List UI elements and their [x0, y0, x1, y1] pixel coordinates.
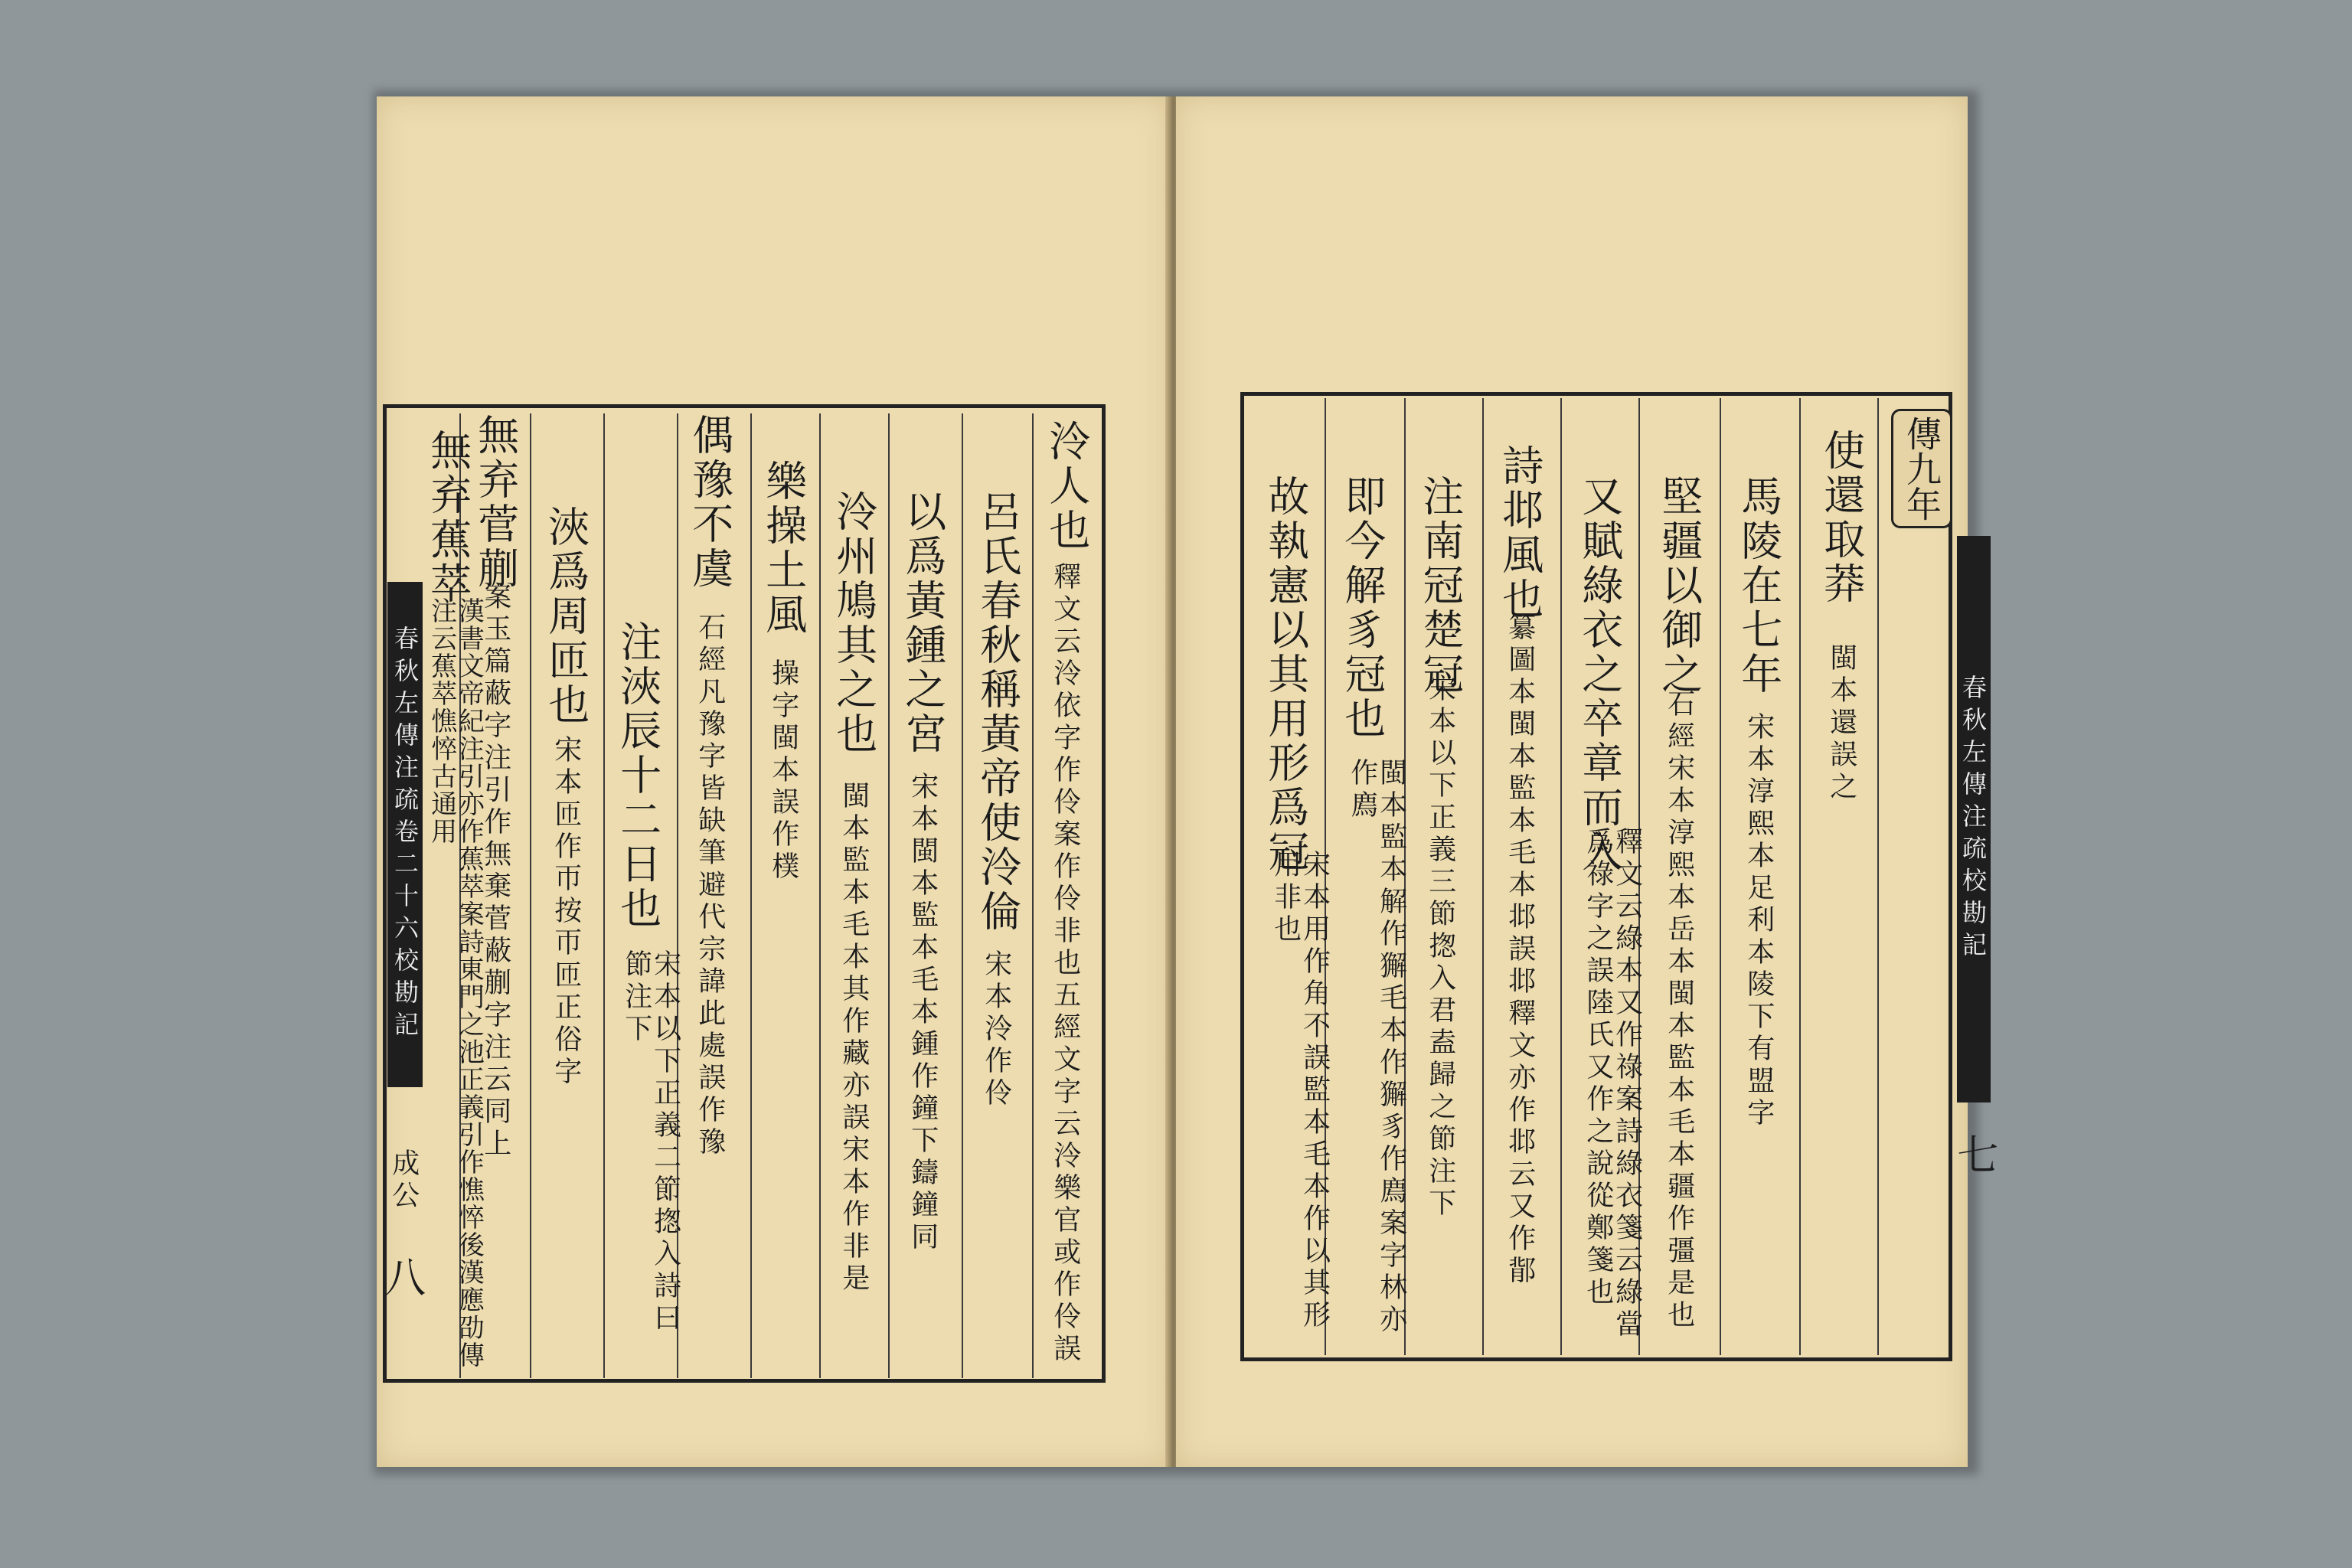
right-col4-main: 又賦綠衣之卒章而入 — [1575, 475, 1624, 874]
right-col4-note: 釋文云綠本又作祿案詩綠衣箋云綠當爲祿字之誤陸氏又作之說從鄭箋也 — [1582, 827, 1643, 1341]
left-margin-title: 春秋左傳注疏卷二十六校勘記 — [387, 582, 423, 1087]
left-rule-3 — [603, 413, 605, 1378]
right-col7-main: 即今解豸冠也 — [1338, 475, 1387, 741]
left-col8-note: 宋本匝作帀按帀匝正俗字 — [550, 735, 582, 1089]
left-col6-main: 偶豫不虞 — [685, 413, 734, 591]
right-col6-main: 注南冠楚冠 — [1416, 475, 1465, 697]
right-col3-note: 石經宋本淳熙本岳本閩本監本毛本疆作彊是也 — [1663, 689, 1695, 1332]
left-margin-section: 成公 — [387, 1148, 420, 1213]
right-col2-main: 馬陵在七年 — [1734, 475, 1783, 697]
left-col5-main: 樂操土風 — [759, 459, 808, 637]
right-col1-main: 使還取莽 — [1817, 429, 1866, 606]
left-rule-7 — [888, 413, 890, 1378]
right-rule-7 — [1799, 398, 1801, 1355]
left-col3-main: 以爲黃鍾之宮 — [898, 490, 947, 756]
left-col7-note: 宋本以下正義二節揔入詩曰節注下 — [620, 949, 681, 1335]
right-col6-note: 宋本以下正義三節揔入君盍歸之節注下 — [1424, 674, 1456, 1220]
right-rule-4 — [1560, 398, 1562, 1355]
left-col4-note: 閩本監本毛本其作藏亦誤宋本作非是 — [838, 781, 870, 1295]
left-col8-main: 浹爲周匝也 — [541, 505, 590, 727]
left-rule-8 — [962, 413, 963, 1378]
left-col6-note: 石經凡豫字皆缺筆避代宗諱此處誤作豫 — [694, 612, 726, 1159]
right-rule-6 — [1720, 398, 1721, 1355]
left-rule-9 — [1032, 413, 1034, 1378]
right-folio: 七 — [1950, 1133, 1999, 1178]
left-col2-note: 宋本泠作伶 — [980, 949, 1012, 1110]
left-col1-main: 泠人也 — [1042, 420, 1091, 553]
right-col1-note: 閩本還誤之 — [1825, 643, 1857, 804]
right-margin-title: 春秋左傳注疏校勘記 — [1957, 536, 1991, 1102]
right-rule-8 — [1877, 398, 1879, 1355]
left-col7-main: 注浹辰十二日也 — [613, 620, 662, 931]
left-folio: 八 — [377, 1256, 426, 1300]
left-col2-main: 呂氏春秋稱黃帝使泠倫 — [973, 490, 1022, 934]
right-col3-main: 堅疆以御之 — [1655, 475, 1704, 697]
left-col4-main: 泠州鳩其之也 — [829, 490, 878, 756]
left-col10-note: 漢書文帝紀注引亦作蕉萃案詩東門之池正義引作憔悴後漢應劭傳注云蕉萃憔悴古通用 — [426, 597, 485, 1369]
right-col7-note: 閩本監本解作獬毛本作獬豸作廌案字林亦作廌 — [1346, 758, 1407, 1337]
left-col9-note: 案玉篇蔽字注引作無棄菅蔽蒯字注云同上 — [479, 582, 511, 1161]
right-rule-3 — [1482, 398, 1484, 1355]
right-col5-note: 纂圖本閩本監本毛本邶誤邶釋文亦作邶云又作鄁 — [1504, 612, 1536, 1288]
right-col8-main: 故執憲以其用形爲冠 — [1261, 475, 1310, 874]
left-col1-note: 釋文云泠依字作伶案作伶非也五經文字云泠樂官或作伶誤 — [1049, 562, 1081, 1366]
left-rule-5 — [750, 413, 752, 1378]
left-rule-6 — [819, 413, 821, 1378]
right-col8-note: 宋本用作角不誤監本毛本作以其形用非也 — [1269, 850, 1331, 1332]
chapter-tab: 傳九年 — [1891, 409, 1952, 528]
right-col5-main: 詩邶風也 — [1495, 444, 1544, 622]
left-col9-main: 無弃菅蒯 — [471, 413, 520, 591]
left-col5-note: 操字閩本誤作樸 — [767, 658, 799, 884]
left-rule-2 — [530, 413, 531, 1378]
left-col10-main: 無弃蕉萃 — [423, 429, 472, 606]
left-col3-note: 宋本閩本監本毛本鍾作鐘下鑄鐘同 — [906, 772, 939, 1254]
right-col2-note: 宋本淳熙本足利本陵下有盟字 — [1743, 712, 1775, 1130]
